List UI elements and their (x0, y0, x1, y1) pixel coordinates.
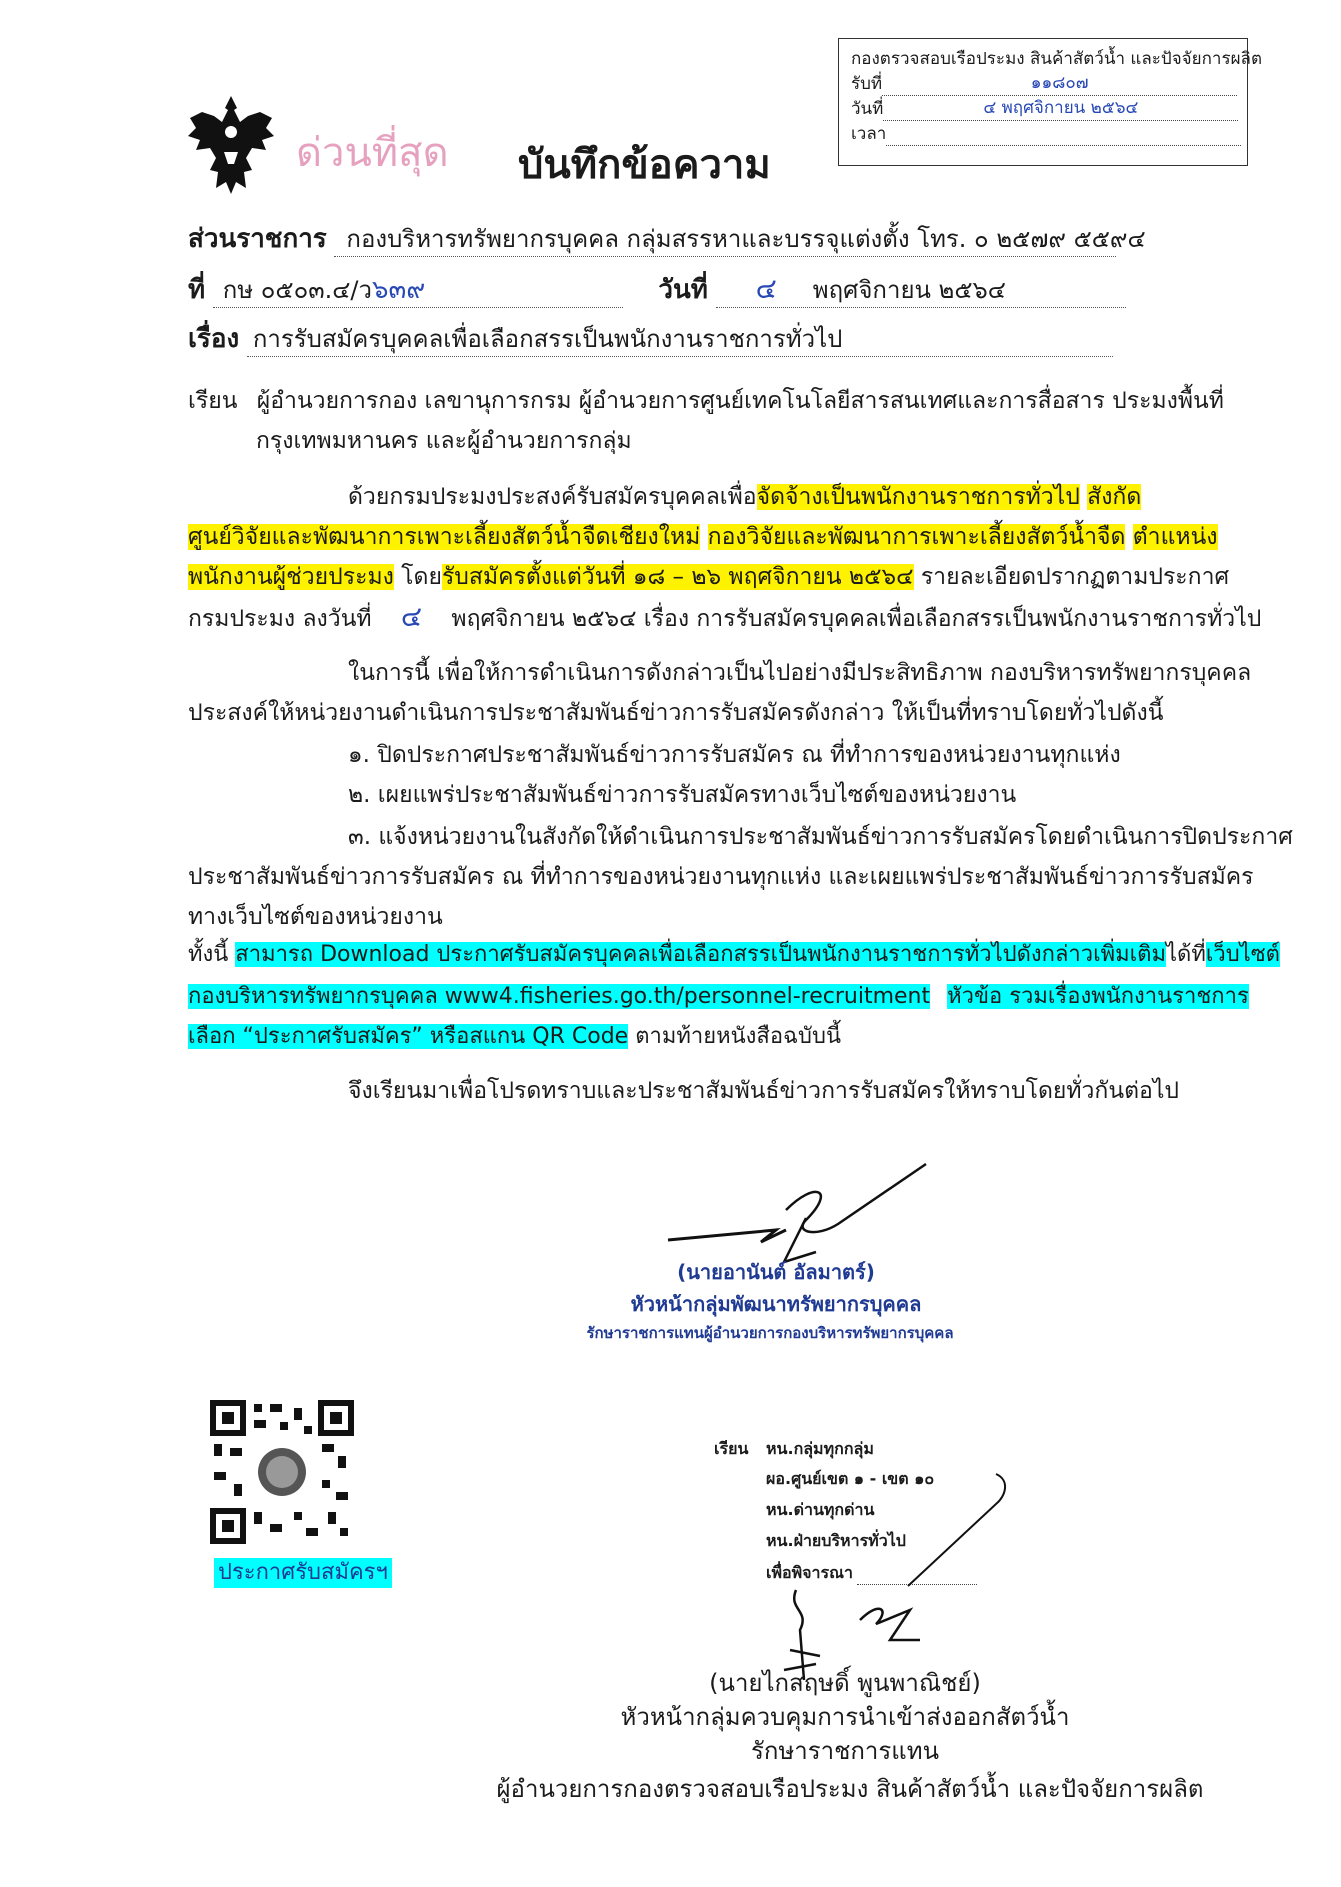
garuda-emblem-icon (188, 92, 274, 196)
p3-highlight-url: กองบริหารทรัพยากรบุคคล www4.fisheries.go.th/personnel-recruitment (188, 984, 931, 1009)
subject-value: การรับสมัครบุคคลเพื่อเลือกสรรเป็นพนักงานราชการทั่วไป (247, 322, 1113, 357)
qr-caption: ประกาศรับสมัครฯ (214, 1558, 392, 1588)
date-rest: พฤศจิกายน ๒๕๖๔ (812, 276, 1006, 304)
receipt-date-row (851, 96, 1235, 121)
p1-text: โดย (401, 564, 442, 590)
p2-item-3-line-2: ประชาสัมพันธ์ข่าวการรับสมัคร ณ ที่ทำการของหน่วยงานทุกแห่ง และเผยแพร่ประชาสัมพันธ์ข่าวการรับสมัคร (188, 864, 1254, 890)
unit-row (188, 222, 1146, 257)
p3-text: ตามท้ายหนังสือฉบับนี้ (635, 1024, 841, 1049)
p3-line-1 (188, 940, 1280, 970)
date-label: วันที่ (658, 275, 708, 305)
routing-item-1: หน.กลุ่มทุกกลุ่ม (766, 1439, 874, 1458)
p1-handwritten-day: ๔ (400, 600, 423, 633)
to-recipients-2: กรุงเทพมหานคร และผู้อำนวยการกลุ่ม (256, 428, 632, 454)
p1-highlight-employment: จัดจ้างเป็นพนักงานราชการทั่วไป (756, 484, 1080, 510)
subject-label: เรื่อง (188, 324, 240, 354)
urgent-stamp: ด่วนที่สุด (296, 130, 449, 176)
p2-line-2: ประสงค์ให้หน่วยงานดำเนินการประชาสัมพันธ์ข่าวการรับสมัครดังกล่าว ให้เป็นที่ทราบโดยทั่วไปดังนี้ (188, 700, 1164, 726)
p1-text: ด้วยกรมประมงประสงค์รับสมัครบุคคลเพื่อ (348, 484, 757, 510)
p1-highlight-dates: รับสมัครตั้งแต่วันที่ ๑๘ – ๒๖ พฤศจิกายน ๒๕๖๔ (441, 564, 914, 590)
qr-code-icon (210, 1400, 354, 1544)
p1-highlight-position: พนักงานผู้ช่วยประมง (188, 564, 394, 590)
routing-item-4: หน.ฝ่ายบริหารทั่วไป (766, 1531, 906, 1550)
receipt-date: ๔ พฤศจิกายน ๒๕๖๔ (983, 98, 1139, 118)
routing-item-2: ผอ.ศูนย์เขต ๑ - เขต ๑๐ (766, 1469, 935, 1488)
signer-title: หัวหน้ากลุ่มพัฒนาทรัพยากรบุคคล (630, 1292, 922, 1316)
date-handwritten: ๔ (755, 272, 777, 305)
routing-item-3: หน.ด่านทุกด่าน (766, 1500, 875, 1519)
p2-item-3-line-3: ทางเว็บไซต์ของหน่วยงาน (188, 904, 443, 930)
signer2-office: ผู้อำนวยการกองตรวจสอบเรือประมง สินค้าสัตว์น้ำ และปัจจัยการผลิต (496, 1775, 1204, 1803)
p1-text: พฤศจิกายน ๒๕๖๔ เรื่อง การรับสมัครบุคคลเพื่อเลือกสรรเป็นพนักงานราชการทั่วไป (451, 606, 1262, 632)
routing-item-5: เพื่อพิจารณา (766, 1562, 977, 1585)
p1-highlight-affiliation: สังกัด (1087, 484, 1142, 510)
p1-text: รายละเอียดปรากฏตามประกาศ (920, 564, 1230, 590)
signer2-acting: รักษาราชการแทน (751, 1737, 939, 1765)
p1-line-2 (188, 520, 1218, 554)
ref-handwritten: ๖๓๙ (371, 275, 426, 305)
receipt-number: ๑๑๘๐๗ (1030, 73, 1089, 93)
p2-item-1: ๑. ปิดประกาศประชาสัมพันธ์ข่าวการรับสมัคร ณ ที่ทำการของหน่วยงานทุกแห่ง (348, 742, 1121, 768)
receipt-time-label: เวลา (851, 124, 887, 144)
to-line-1 (188, 384, 1224, 418)
signer2-title: หัวหน้ากลุ่มควบคุมการนำเข้าส่งออกสัตว์น้ำ (620, 1703, 1070, 1731)
p3-text: ได้ที่ (1165, 942, 1206, 967)
p1-highlight-center: ศูนย์วิจัยและพัฒนาการเพาะเลี้ยงสัตว์น้ำจืดเชียงใหม่ (188, 524, 701, 550)
p3-highlight-topic: หัวข้อ รวมเรื่องพนักงานราชการ (947, 984, 1249, 1009)
p3-highlight-website: เว็บไซต์ (1205, 942, 1280, 967)
signature-1-icon (666, 1160, 936, 1270)
receipt-date-label: วันที่ (851, 99, 884, 119)
p1-line-1 (348, 480, 1141, 514)
unit-value: กองบริหารทรัพยากรบุคคล กลุ่มสรรหาและบรรจุแต่งตั้ง โทร. ๐ ๒๕๗๙ ๕๕๙๔ (334, 222, 1116, 257)
p3-highlight-qr: เลือก “ประกาศรับสมัคร” หรือสแกน QR Code (188, 1024, 629, 1049)
p2-item-3-line-1: ๓. แจ้งหน่วยงานในสังกัดให้ดำเนินการประชาสัมพันธ์ข่าวการรับสมัครโดยดำเนินการปิดประกาศ (348, 824, 1293, 850)
routing-bracket-icon (900, 1470, 1020, 1590)
signer-acting: รักษาราชการแทนผู้อำนวยการกองบริหารทรัพยากรบุคคล (586, 1324, 954, 1342)
p1-line-3 (188, 560, 1229, 594)
ref-date-row (188, 272, 1140, 308)
p3-text: ทั้งนี้ (188, 942, 229, 967)
signer2-name: (นายไกสฤษดิ์ พูนพาณิชย์) (709, 1669, 981, 1697)
ref-label: ที่ (188, 275, 206, 305)
receipt-number-row (851, 71, 1235, 96)
p3-line-3 (188, 1022, 841, 1052)
receipt-stamp-box (838, 38, 1262, 166)
routing-to-label: เรียน (714, 1439, 749, 1458)
memo-title: บันทึกข้อความ (518, 142, 771, 188)
p1-line-4 (188, 600, 1261, 636)
p2-line-1: ในการนี้ เพื่อให้การดำเนินการดังกล่าวเป็นไปอย่างมีประสิทธิภาพ กองบริหารทรัพยากรบุคคล (348, 660, 1252, 686)
p3-highlight-download: สามารถ Download ประกาศรับสมัครบุคคลเพื่อเลือกสรรเป็นพนักงานราชการทั่วไปดังกล่าวเพิ่มเติม (235, 942, 1166, 967)
receipt-number-label: รับที่ (851, 74, 883, 94)
signer-name: (นายอานันต์ อัลมาตร์) (677, 1260, 875, 1284)
ref-value: กษ ๐๕๐๓.๔/ว (222, 276, 372, 304)
receipt-time-row (851, 121, 1235, 146)
closing-line: จึงเรียนมาเพื่อโปรดทราบและประชาสัมพันธ์ข่าวการรับสมัครให้ทราบโดยทั่วกันต่อไป (348, 1078, 1179, 1104)
p1-highlight-position-label: ตำแหน่ง (1132, 524, 1218, 550)
p1-text: กรมประมง ลงวันที่ (188, 606, 372, 632)
to-recipients-1: ผู้อำนวยการกอง เลขานุการกรม ผู้อำนวยการศูนย์เทคโนโลยีสารสนเทศและการสื่อสาร ประมงพื้นที่ (256, 388, 1224, 414)
p3-line-2 (188, 982, 1249, 1012)
receipt-office: กองตรวจสอบเรือประมง สินค้าสัตว์น้ำ และปัจจัยการผลิต (851, 49, 1262, 69)
p1-highlight-division: กองวิจัยและพัฒนาการเพาะเลี้ยงสัตว์น้ำจืด (707, 524, 1126, 550)
p2-item-2: ๒. เผยแพร่ประชาสัมพันธ์ข่าวการรับสมัครทางเว็บไซต์ของหน่วยงาน (348, 782, 1017, 808)
to-label: เรียน (188, 388, 238, 414)
unit-label: ส่วนราชการ (188, 224, 327, 254)
subject-row (188, 322, 1140, 357)
